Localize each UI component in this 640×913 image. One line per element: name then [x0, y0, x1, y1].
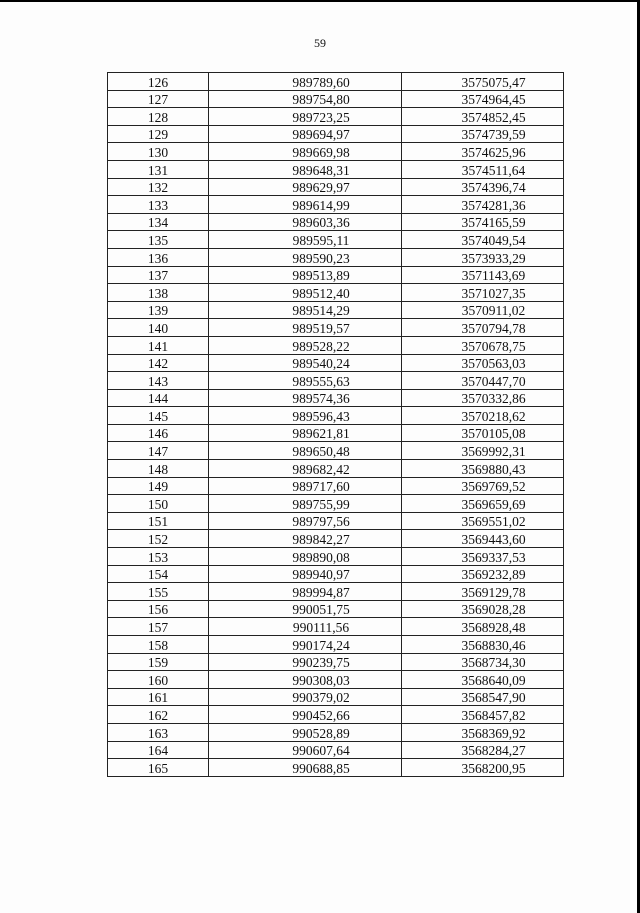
point-number-cell: 138: [108, 284, 209, 302]
table-row: [108, 90, 564, 108]
x-coordinate-cell: 989514,29: [209, 301, 402, 319]
x-coordinate-cell: 989519,57: [209, 319, 402, 337]
table-row: [108, 424, 564, 442]
point-number-cell: 130: [108, 143, 209, 161]
x-coordinate-cell: 989669,98: [209, 143, 402, 161]
x-coordinate-cell: 989940,97: [209, 565, 402, 583]
y-coordinate-cell: 3574281,36: [402, 196, 564, 214]
table-row: [108, 442, 564, 460]
y-coordinate-cell: 3569028,28: [402, 600, 564, 618]
point-number-cell: 133: [108, 196, 209, 214]
y-coordinate-cell: 3570563,03: [402, 354, 564, 372]
point-number-cell: 128: [108, 108, 209, 126]
x-coordinate-cell: 989755,99: [209, 495, 402, 513]
table-row: [108, 618, 564, 636]
x-coordinate-cell: 989540,24: [209, 354, 402, 372]
y-coordinate-cell: 3569551,02: [402, 512, 564, 530]
x-coordinate-cell: 990452,66: [209, 706, 402, 724]
y-coordinate-cell: 3570911,02: [402, 301, 564, 319]
point-number-cell: 151: [108, 512, 209, 530]
coordinates-table-body: [108, 73, 564, 777]
y-coordinate-cell: 3568547,90: [402, 688, 564, 706]
y-coordinate-cell: 3569659,69: [402, 495, 564, 513]
point-number-cell: 145: [108, 407, 209, 425]
x-coordinate-cell: 990528,89: [209, 723, 402, 741]
table-row: [108, 512, 564, 530]
point-number-cell: 157: [108, 618, 209, 636]
point-number-cell: 161: [108, 688, 209, 706]
point-number-cell: 139: [108, 301, 209, 319]
y-coordinate-cell: 3570678,75: [402, 336, 564, 354]
point-number-cell: 140: [108, 319, 209, 337]
x-coordinate-cell: 989682,42: [209, 460, 402, 478]
y-coordinate-cell: 3569992,31: [402, 442, 564, 460]
point-number-cell: 159: [108, 653, 209, 671]
point-number-cell: 154: [108, 565, 209, 583]
x-coordinate-cell: 989797,56: [209, 512, 402, 530]
y-coordinate-cell: 3569769,52: [402, 477, 564, 495]
y-coordinate-cell: 3569337,53: [402, 548, 564, 566]
table-row: [108, 706, 564, 724]
x-coordinate-cell: 989717,60: [209, 477, 402, 495]
x-coordinate-cell: 990239,75: [209, 653, 402, 671]
x-coordinate-cell: 989574,36: [209, 389, 402, 407]
x-coordinate-cell: 989754,80: [209, 90, 402, 108]
y-coordinate-cell: 3574739,59: [402, 125, 564, 143]
x-coordinate-cell: 989513,89: [209, 266, 402, 284]
table-row: [108, 407, 564, 425]
table-row: [108, 600, 564, 618]
y-coordinate-cell: 3568928,48: [402, 618, 564, 636]
y-coordinate-cell: 3574049,54: [402, 231, 564, 249]
x-coordinate-cell: 989789,60: [209, 73, 402, 91]
table-row: [108, 530, 564, 548]
table-row: [108, 266, 564, 284]
x-coordinate-cell: 990174,24: [209, 636, 402, 654]
table-row: [108, 178, 564, 196]
point-number-cell: 162: [108, 706, 209, 724]
point-number-cell: 129: [108, 125, 209, 143]
table-row: [108, 354, 564, 372]
table-row: [108, 741, 564, 759]
x-coordinate-cell: 989596,43: [209, 407, 402, 425]
table-row: [108, 73, 564, 91]
y-coordinate-cell: 3574165,59: [402, 213, 564, 231]
point-number-cell: 152: [108, 530, 209, 548]
point-number-cell: 148: [108, 460, 209, 478]
x-coordinate-cell: 989650,48: [209, 442, 402, 460]
table-row: [108, 759, 564, 777]
y-coordinate-cell: 3575075,47: [402, 73, 564, 91]
point-number-cell: 131: [108, 160, 209, 178]
point-number-cell: 147: [108, 442, 209, 460]
table-row: [108, 636, 564, 654]
y-coordinate-cell: 3569129,78: [402, 583, 564, 601]
table-row: [108, 108, 564, 126]
y-coordinate-cell: 3568284,27: [402, 741, 564, 759]
y-coordinate-cell: 3574511,64: [402, 160, 564, 178]
x-coordinate-cell: 990051,75: [209, 600, 402, 618]
x-coordinate-cell: 989890,08: [209, 548, 402, 566]
point-number-cell: 142: [108, 354, 209, 372]
y-coordinate-cell: 3574964,45: [402, 90, 564, 108]
y-coordinate-cell: 3568640,09: [402, 671, 564, 689]
y-coordinate-cell: 3571143,69: [402, 266, 564, 284]
table-row: [108, 495, 564, 513]
x-coordinate-cell: 989723,25: [209, 108, 402, 126]
point-number-cell: 136: [108, 248, 209, 266]
table-row: [108, 565, 564, 583]
x-coordinate-cell: 989614,99: [209, 196, 402, 214]
point-number-cell: 156: [108, 600, 209, 618]
x-coordinate-cell: 989603,36: [209, 213, 402, 231]
x-coordinate-cell: 989595,11: [209, 231, 402, 249]
y-coordinate-cell: 3568369,92: [402, 723, 564, 741]
y-coordinate-cell: 3569443,60: [402, 530, 564, 548]
x-coordinate-cell: 989994,87: [209, 583, 402, 601]
table-row: [108, 723, 564, 741]
point-number-cell: 158: [108, 636, 209, 654]
x-coordinate-cell: 989694,97: [209, 125, 402, 143]
x-coordinate-cell: 990308,03: [209, 671, 402, 689]
table-row: [108, 372, 564, 390]
table-row: [108, 477, 564, 495]
point-number-cell: 155: [108, 583, 209, 601]
x-coordinate-cell: 989555,63: [209, 372, 402, 390]
y-coordinate-cell: 3568830,46: [402, 636, 564, 654]
point-number-cell: 127: [108, 90, 209, 108]
y-coordinate-cell: 3574852,45: [402, 108, 564, 126]
point-number-cell: 137: [108, 266, 209, 284]
point-number-cell: 165: [108, 759, 209, 777]
table-row: [108, 336, 564, 354]
table-row: [108, 319, 564, 337]
table-row: [108, 389, 564, 407]
y-coordinate-cell: 3570794,78: [402, 319, 564, 337]
x-coordinate-cell: 990688,85: [209, 759, 402, 777]
point-number-cell: 153: [108, 548, 209, 566]
table-row: [108, 248, 564, 266]
point-number-cell: 126: [108, 73, 209, 91]
point-number-cell: 143: [108, 372, 209, 390]
table-row: [108, 653, 564, 671]
point-number-cell: 149: [108, 477, 209, 495]
y-coordinate-cell: 3573933,29: [402, 248, 564, 266]
table-row: [108, 671, 564, 689]
table-row: [108, 125, 564, 143]
y-coordinate-cell: 3570332,86: [402, 389, 564, 407]
y-coordinate-cell: 3574396,74: [402, 178, 564, 196]
table-row: [108, 548, 564, 566]
point-number-cell: 146: [108, 424, 209, 442]
y-coordinate-cell: 3568457,82: [402, 706, 564, 724]
y-coordinate-cell: 3574625,96: [402, 143, 564, 161]
table-row: [108, 196, 564, 214]
y-coordinate-cell: 3570218,62: [402, 407, 564, 425]
point-number-cell: 164: [108, 741, 209, 759]
x-coordinate-cell: 989528,22: [209, 336, 402, 354]
point-number-cell: 144: [108, 389, 209, 407]
coordinates-table: [107, 72, 564, 777]
point-number-cell: 132: [108, 178, 209, 196]
point-number-cell: 160: [108, 671, 209, 689]
x-coordinate-cell: 990607,64: [209, 741, 402, 759]
table-row: [108, 583, 564, 601]
point-number-cell: 135: [108, 231, 209, 249]
x-coordinate-cell: 990379,02: [209, 688, 402, 706]
page-number: 59: [314, 36, 326, 50]
x-coordinate-cell: 990111,56: [209, 618, 402, 636]
table-row: [108, 160, 564, 178]
table-row: [108, 460, 564, 478]
table-row: [108, 284, 564, 302]
x-coordinate-cell: 989590,23: [209, 248, 402, 266]
y-coordinate-cell: 3568734,30: [402, 653, 564, 671]
point-number-cell: 141: [108, 336, 209, 354]
y-coordinate-cell: 3568200,95: [402, 759, 564, 777]
y-coordinate-cell: 3570105,08: [402, 424, 564, 442]
y-coordinate-cell: 3571027,35: [402, 284, 564, 302]
table-row: [108, 688, 564, 706]
x-coordinate-cell: 989629,97: [209, 178, 402, 196]
x-coordinate-cell: 989842,27: [209, 530, 402, 548]
y-coordinate-cell: 3569880,43: [402, 460, 564, 478]
point-number-cell: 150: [108, 495, 209, 513]
table-row: [108, 143, 564, 161]
table-row: [108, 231, 564, 249]
point-number-cell: 134: [108, 213, 209, 231]
point-number-cell: 163: [108, 723, 209, 741]
y-coordinate-cell: 3570447,70: [402, 372, 564, 390]
table-row: [108, 213, 564, 231]
x-coordinate-cell: 989621,81: [209, 424, 402, 442]
table-row: [108, 301, 564, 319]
y-coordinate-cell: 3569232,89: [402, 565, 564, 583]
x-coordinate-cell: 989648,31: [209, 160, 402, 178]
x-coordinate-cell: 989512,40: [209, 284, 402, 302]
